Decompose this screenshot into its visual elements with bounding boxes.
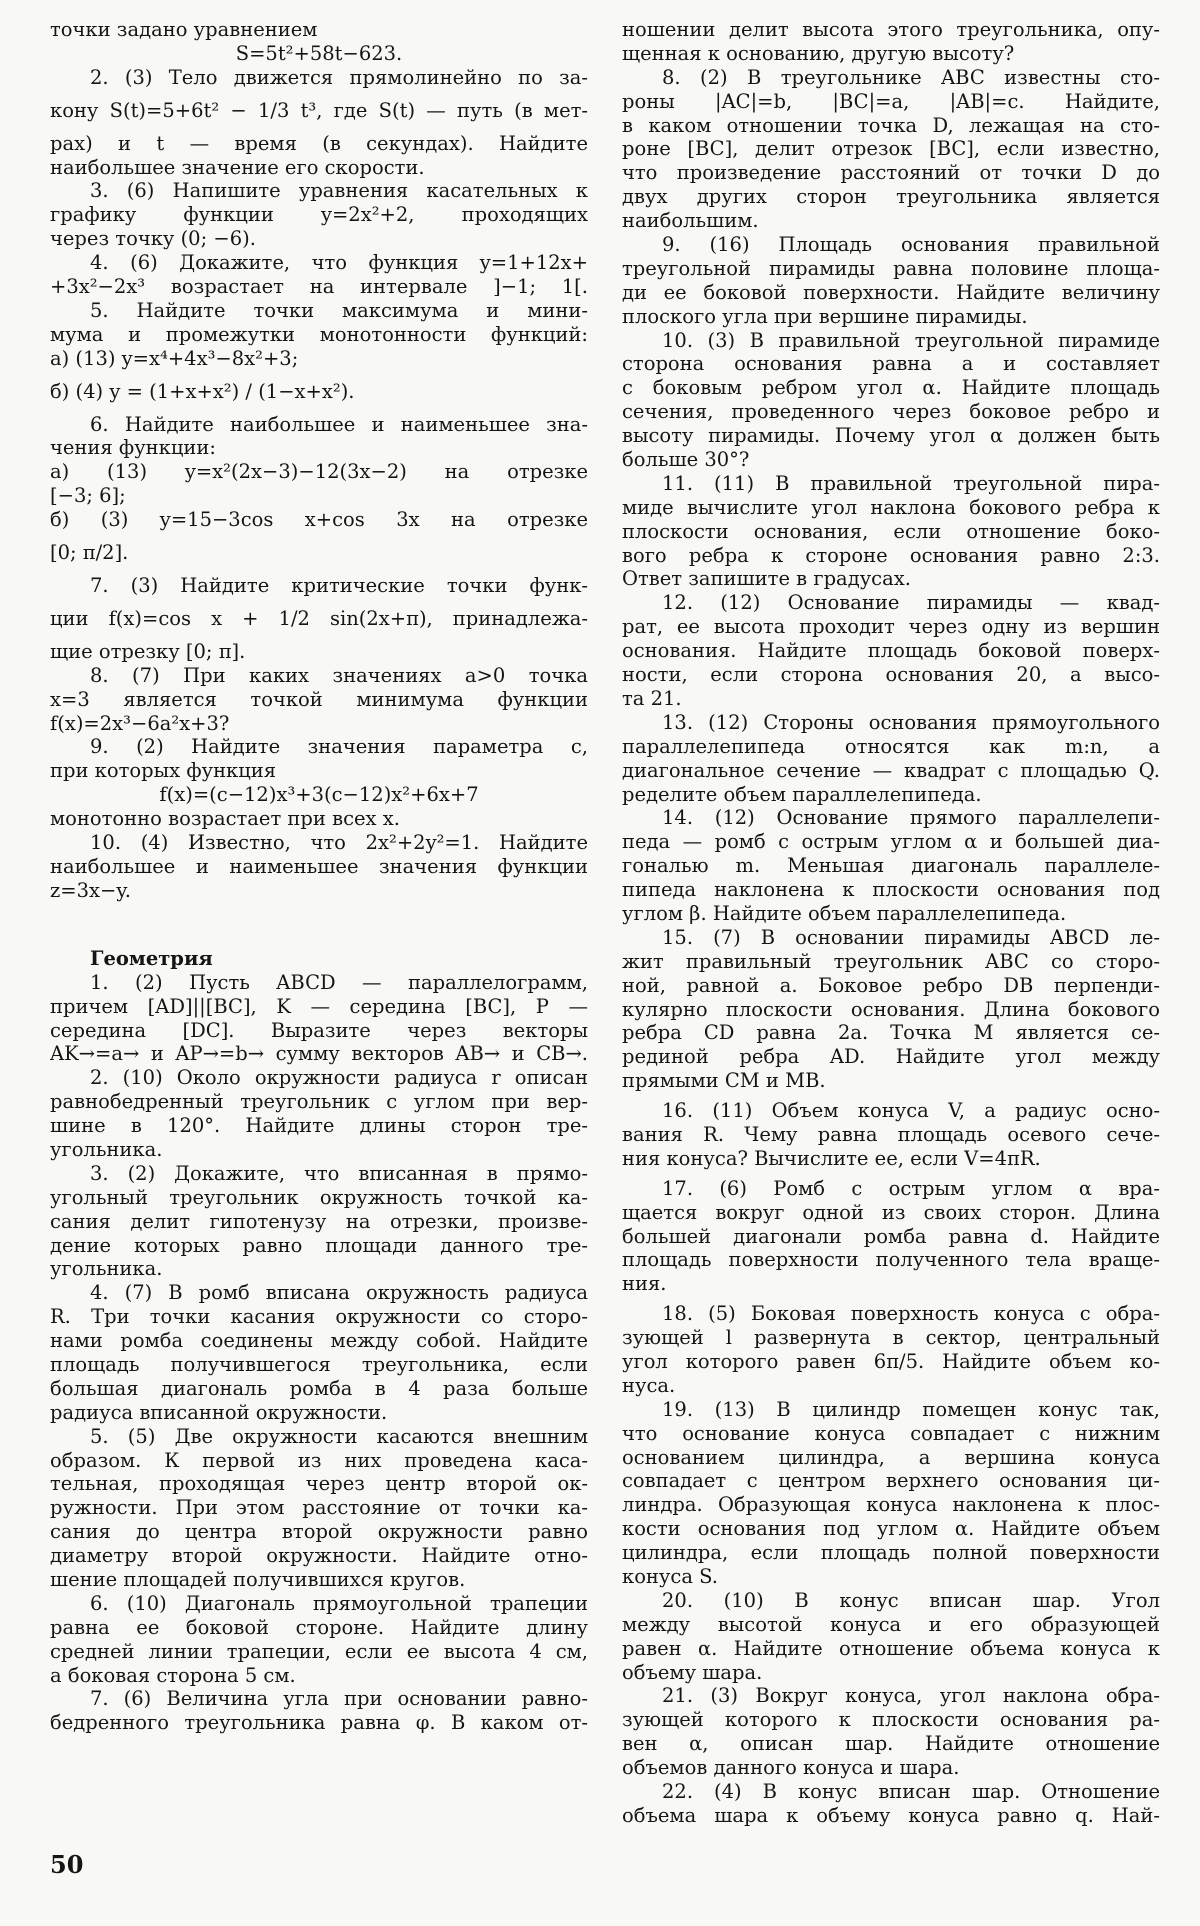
text-line: угольный треугольник окружность точкой ка- <box>50 1185 588 1209</box>
text-line: 12. (12) Основание пирамиды — квад- <box>662 591 1160 615</box>
text-line: 4. (7) В ромб вписана окружность радиуса <box>90 1281 588 1305</box>
formula-line: [0; π/2]. <box>50 541 129 565</box>
text-line: наибольшее значение его скорости. <box>50 155 425 179</box>
text-line: 16. (11) Объем конуса V, а радиус осно- <box>662 1099 1160 1123</box>
text-line: щенная к основанию, другую высоту? <box>622 41 1015 65</box>
text-line: нуса. <box>622 1373 676 1397</box>
text-line: сечения, проведенного через боковое ребро и <box>622 400 1160 424</box>
text-line: 11. (11) В правильной треугольной пира- <box>662 471 1160 495</box>
formula-line: а) (13) y=x⁴+4x³−8x²+3; <box>50 346 299 370</box>
text-line: с боковым ребром угол α. Найдите площадь <box>622 376 1160 400</box>
formula-line: а) (13) y=x²(2x−3)−12(3x−2) на отрезке <box>50 460 588 484</box>
text-line: конуса S. <box>622 1565 719 1589</box>
formula-line: S=5t²+58t−623. <box>235 41 403 65</box>
text-line: R. Три точки касания окружности со сторо- <box>50 1305 588 1329</box>
formula-line: AK→=a→ и AP→=b→ сумму векторов AB→ и CB→. <box>50 1042 588 1066</box>
formula-line: f(x)=(c−12)x³+3(c−12)x²+6x+7 <box>159 783 479 807</box>
text-line: ношении делит высота этого треугольника, опу- <box>622 18 1160 41</box>
text-line: роне [BC], делит отрезок [BC], если известно, <box>622 137 1160 161</box>
text-line: 17. (6) Ромб с острым углом α вра- <box>662 1176 1160 1200</box>
text-line: 6. Найдите наибольшее и наименьшее зна- <box>90 412 588 436</box>
text-line: средней линии трапеции, если ее высота 4 см, <box>50 1639 588 1663</box>
text-line: площадь поверхности полученного тела враще- <box>622 1248 1160 1272</box>
page-number: 50 <box>50 1850 84 1879</box>
text-line: угол которого равен 6π/5. Найдите объем ко- <box>622 1350 1160 1373</box>
text-line: вания R. Чему равна площадь осевого сече- <box>622 1122 1160 1146</box>
formula-line: б) (3) y=15−3cos x+cos 3x на отрезке <box>50 508 588 532</box>
text-line: цилиндра, если площадь полной поверхности <box>622 1541 1160 1565</box>
text-line: ди ее боковой поверхности. Найдите величину <box>622 280 1160 304</box>
text-line: 4. (6) Докажите, что функция y=1+12x+ <box>90 251 588 275</box>
text-line: вен α, описан шар. Найдите отношение <box>622 1732 1160 1756</box>
text-line: 7. (6) Величина угла при основании равно- <box>90 1687 588 1711</box>
text-line: педа — ромб с острым углом α и большей диа- <box>622 830 1160 854</box>
text-line: прямыми CM и MB. <box>622 1069 826 1093</box>
text-line: миде вычислите угол наклона бокового ребра к <box>622 495 1160 519</box>
text-line: совпадает с центром верхнего основания ци- <box>622 1469 1160 1493</box>
text-line: шение площадей получившихся кругов. <box>50 1567 466 1591</box>
text-line: ния. <box>622 1272 667 1296</box>
formula-line: [−3; 6]; <box>50 484 126 508</box>
text-line: 9. (16) Площадь основания правильной <box>662 233 1160 257</box>
text-line: радиуса вписанной окружности. <box>50 1400 388 1424</box>
text-line: равен α. Найдите отношение объема конуса к <box>622 1636 1160 1660</box>
text-line: двух других сторон треугольника является <box>622 185 1160 209</box>
text-line: зующей l развернута в сектор, центральный <box>622 1326 1160 1350</box>
text-line: 22. (4) В конус вписан шар. Отношение <box>662 1780 1160 1804</box>
text-line: сания делит гипотенузу на отрезки, произве- <box>50 1209 588 1233</box>
text-line: бедренного треугольника равна φ. В каком от- <box>50 1711 588 1735</box>
text-line: зующей которого к плоскости основания ра- <box>622 1708 1160 1732</box>
text-line: ной, равной a. Боковое ребро DB перпенди- <box>622 973 1160 997</box>
text-line: кулярно плоскости основания. Длина бокового <box>622 997 1160 1021</box>
text-line: гональю m. Меньшая диагональ параллеле- <box>622 854 1160 878</box>
text-line: угольника. <box>50 1137 163 1161</box>
text-line: наибольшим. <box>622 209 759 233</box>
text-line: а боковая сторона 5 см. <box>50 1663 296 1687</box>
text-line: основанием цилиндра, а вершина конуса <box>622 1445 1160 1469</box>
text-line: ружности. При этом расстояние от точки ка- <box>50 1496 588 1520</box>
text-line: кости основания под углом α. Найдите объем <box>622 1517 1160 1541</box>
text-line: Ответ запишите в градусах. <box>622 567 911 591</box>
text-line: пипеда наклонена к плоскости основания под <box>622 878 1160 902</box>
left-column <box>50 18 588 1735</box>
formula-line: кону S(t)=5+6t² − 1/3 t³, где S(t) — путь (в мет- <box>50 98 588 122</box>
text-line: 18. (5) Боковая поверхность конуса с обра- <box>662 1302 1160 1326</box>
text-line: ределите объем параллелепипеда. <box>622 782 982 806</box>
text-line: линдра. Образующая конуса наклонена к плос- <box>622 1493 1160 1517</box>
formula-line: б) (4) y = (1+x+x²) / (1−x+x²). <box>50 379 355 403</box>
text-line: рат, ее высота проходит через одну из вершин <box>622 615 1160 639</box>
text-line: больше 30°? <box>622 448 750 472</box>
text-line: при которых функция <box>50 759 277 783</box>
text-line: 13. (12) Стороны основания прямоугольного <box>662 710 1160 734</box>
text-line: 15. (7) В основании пирамиды ABCD ле- <box>662 925 1160 949</box>
text-line: объема шара к объему конуса равно q. Най- <box>622 1803 1160 1827</box>
text-line: 2. (3) Тело движется прямолинейно по за- <box>90 65 588 89</box>
text-line: 5. (5) Две окружности касаются внешним <box>90 1424 588 1448</box>
text-line: объему шара. <box>622 1660 763 1684</box>
text-line: 3. (6) Напишите уравнения касательных к <box>90 179 588 203</box>
text-line: равнобедренный треугольник с углом при вер- <box>50 1090 588 1114</box>
text-line: та 21. <box>622 686 682 710</box>
text-line: площадь получившегося треугольника, если <box>50 1352 588 1376</box>
text-line: параллелепипеда относятся как m:n, а диагональное сечение — квадрат с площадью Q. <box>622 734 1160 782</box>
text-line: 9. (2) Найдите значения параметра c, <box>90 735 588 759</box>
right-column <box>622 18 1160 1828</box>
text-line: объемов данного конуса и шара. <box>622 1756 960 1780</box>
text-line: плоского угла при вершине пирамиды. <box>622 304 1028 328</box>
text-line: 14. (12) Основание прямого параллелепи- <box>662 806 1160 830</box>
text-line: 20. (10) В конус вписан шар. Угол <box>662 1588 1160 1612</box>
text-line: сания до центра второй окружности равно <box>50 1520 588 1544</box>
text-line: ния конуса? Вычислите ее, если V=4πR. <box>622 1146 1041 1170</box>
text-line: 8. (7) При каких значениях a>0 точка <box>90 663 588 687</box>
text-line: 3. (2) Докажите, что вписанная в прямо- <box>90 1161 588 1185</box>
text-line: шине в 120°. Найдите длины сторон тре- <box>50 1114 588 1138</box>
text-line: угольника. <box>50 1257 163 1281</box>
text-line: дение которых равно площади данного тре- <box>50 1233 588 1257</box>
text-line: чения функции: <box>50 436 216 460</box>
section-heading-geometry: Геометрия <box>90 946 213 970</box>
text-line: плоскости основания, если отношение боко- <box>622 519 1160 543</box>
text-line: 10. (3) В правильной треугольной пирамиде <box>662 328 1160 352</box>
text-line: причем [AD]||[BC], K — середина [BC], P — <box>50 994 588 1018</box>
text-line: между высотой конуса и его образующей <box>622 1612 1160 1636</box>
text-line: щие отрезку [0; π]. <box>50 639 246 663</box>
text-line: 5. Найдите точки максимума и мини- <box>90 298 588 322</box>
text-line: 7. (3) Найдите критические точки функ- <box>90 574 588 598</box>
text-line: 6. (10) Диагональ прямоугольной трапеции <box>90 1591 588 1615</box>
text-line: что произведение расстояний от точки D до <box>622 161 1160 185</box>
text-line: ребра CD равна 2a. Точка M является се- <box>622 1021 1160 1045</box>
text-line: треугольной пирамиды равна половине площа- <box>622 256 1160 280</box>
text-line: 8. (2) В треугольнике ABC известны сто- <box>662 65 1160 89</box>
formula-line: f(x)=2x³−6a²x+3? <box>50 711 230 735</box>
text-line: основания. Найдите площадь боковой поверх- <box>622 639 1160 663</box>
text-line: ности, если сторона основания 20, а высо- <box>622 663 1160 687</box>
text-line: щается вокруг одной из своих сторон. Длина <box>622 1200 1160 1224</box>
text-line: вого ребра к стороне основания равно 2:3. <box>622 543 1160 567</box>
text-line: середина [DC]. Выразите через векторы <box>50 1018 588 1042</box>
text-line: через точку (0; −6). <box>50 227 256 251</box>
text-line: x=3 является точкой минимума функции <box>50 687 588 711</box>
text-line: мума и промежутки монотонности функций: <box>50 322 588 346</box>
text-line: роны |AC|=b, |BC|=a, |AB|=c. Найдите, <box>622 89 1160 113</box>
text-line: в каком отношении точка D, лежащая на сто- <box>622 113 1160 137</box>
text-line: что основание конуса совпадает с нижним <box>622 1421 1160 1445</box>
text-line: жит правильный треугольник ABC со сторо- <box>622 949 1160 973</box>
text-line: 10. (4) Известно, что 2x²+2y²=1. Найдите <box>90 831 588 855</box>
text-line: нами ромба соединены между собой. Найдите <box>50 1329 588 1353</box>
text-line: тельная, проходящая через центр второй ок- <box>50 1472 588 1496</box>
text-line: монотонно возрастает при всех x. <box>50 807 400 831</box>
text-line: диаметру второй окружности. Найдите отно- <box>50 1544 588 1568</box>
text-line: точки задано уравнением <box>50 18 318 41</box>
text-line: образом. К первой из них проведена каса- <box>50 1448 588 1472</box>
text-line: равна ее боковой стороне. Найдите длину <box>50 1615 588 1639</box>
text-line: 2. (10) Около окружности радиуса r описан <box>90 1066 588 1090</box>
text-line: большей диагонали ромба равна d. Найдите <box>622 1224 1160 1248</box>
text-line: высоту пирамиды. Почему угол α должен быть <box>622 424 1160 448</box>
text-line: рединой ребра AD. Найдите угол между <box>622 1045 1160 1069</box>
text-line: большая диагональ ромба в 4 раза больше <box>50 1376 588 1400</box>
formula-line: z=3x−y. <box>50 878 131 902</box>
text-line: углом β. Найдите объем параллелепипеда. <box>622 901 1067 925</box>
text-line: 21. (3) Вокруг конуса, угол наклона обра- <box>662 1684 1160 1708</box>
text-line: наибольшее и наименьшее значения функции <box>50 854 588 878</box>
text-line: сторона основания равна a и составляет <box>622 352 1160 376</box>
text-line: 19. (13) В цилиндр помещен конус так, <box>662 1397 1160 1421</box>
text-line: 1. (2) Пусть ABCD — параллелограмм, <box>90 970 588 994</box>
text-line: графику функции y=2x²+2, проходящих <box>50 203 588 227</box>
text-line: рах) и t — время (в секундах). Найдите <box>50 131 588 155</box>
text-line: +3x²−2x³ возрастает на интервале ]−1; 1[. <box>50 275 588 299</box>
formula-line: ции f(x)=cos x + 1/2 sin(2x+π), принадлежа- <box>50 606 588 630</box>
